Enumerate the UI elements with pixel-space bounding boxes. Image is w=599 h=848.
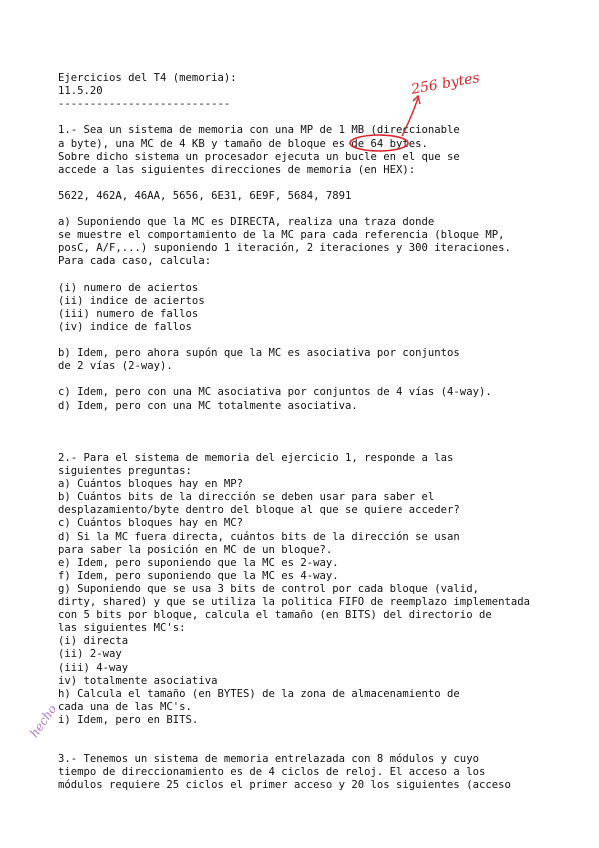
text-line: (iii) numero de fallos: [58, 307, 199, 320]
text-line: siguientes preguntas:: [58, 465, 192, 477]
text-line: (ii) 2-way: [58, 648, 122, 661]
text-line: para saber la posición en MC de un bloque?.: [58, 543, 333, 556]
text-line: tiempo de direccionamiento es de 4 ciclos de reloj. El acceso a los: [58, 766, 486, 779]
text-line: Ejercicios del T4 (memoria):: [58, 72, 237, 84]
text-line: (i) directa: [58, 635, 129, 648]
text-line: ---------------------------: [58, 98, 231, 111]
text-line: 2.- Para el sistema de memoria del ejercicio 1, responde a las: [58, 451, 454, 464]
text-line: de 2 vías (2-way).: [58, 360, 173, 373]
text-line: (iv) indice de fallos: [58, 320, 192, 333]
text-line: h) Calcula el tamaño (en BYTES) de la zona de almacenamiento de: [58, 687, 460, 700]
text-line: f) Idem, pero suponiendo que la MC es 4-way.: [58, 569, 339, 582]
text-line: módulos requiere 25 ciclos el primer acceso y 20 los siguientes (acceso: [58, 779, 511, 792]
text-line: 11.5.20: [58, 85, 103, 98]
text-line: i) Idem, pero en BITS.: [58, 713, 199, 726]
text-line: d) Idem, pero con una MC totalmente asociativa.: [58, 399, 358, 412]
text-line: e) Idem, pero suponiendo que la MC es 2-way.: [58, 556, 339, 569]
text-line: se muestre el comportamiento de la MC para cada referencia (bloque MP,: [58, 229, 505, 242]
text-line: las siguientes MC's:: [58, 622, 186, 635]
text-line: desplazamiento/byte dentro del bloque al que se quiere acceder?: [58, 504, 460, 517]
text-line: (i) numero de aciertos: [58, 281, 199, 294]
text-line: b) Cuántos bits de la dirección se deben usar para saber el: [58, 491, 435, 504]
text-line: a) Cuántos bloques hay en MP?: [58, 478, 243, 491]
text-line: Para cada caso, calcula:: [58, 255, 212, 268]
text-line: iv) totalmente asociativa: [58, 674, 218, 687]
text-line: cada una de las MC's.: [58, 700, 192, 713]
text-line: c) Idem, pero con una MC asociativa por conjuntos de 4 vías (4-way).: [58, 386, 492, 399]
text-line: con 5 bits por bloque, calcula el tamaño (en BITS) del directorio de: [58, 609, 492, 622]
text-line: accede a las siguientes direcciones de memoria (en HEX):: [58, 163, 416, 176]
handwritten-note-red: 256 bytes: [410, 69, 481, 98]
text-line: 1.- Sea un sistema de memoria con una MP de 1 MB (direccionable: [58, 124, 460, 137]
text-line: a byte), una MC de 4 KB y tamaño de bloque es de 64 bytes.: [58, 137, 428, 150]
text-line: 5622, 462A, 46AA, 5656, 6E31, 6E9F, 5684, 7891: [58, 189, 352, 202]
text-line: c) Cuántos bloques hay en MC?: [58, 517, 243, 530]
text-line: dirty, shared) y que se utiliza la politica FIFO de reemplazo implementada: [58, 596, 530, 608]
text-line: a) Suponiendo que la MC es DIRECTA, realiza una traza donde: [58, 216, 435, 229]
handwritten-note-purple: hecho: [27, 702, 60, 741]
text-line: posC, A/F,...) suponiendo 1 iteración, 2 iteraciones y 300 iteraciones.: [58, 242, 511, 255]
text-line: 3.- Tenemos un sistema de memoria entrelazada con 8 módulos y cuyo: [58, 753, 479, 766]
text-line: b) Idem, pero ahora supón que la MC es asociativa por conjuntos: [58, 347, 460, 360]
text-line: d) Si la MC fuera directa, cuántos bits de la dirección se usan: [58, 530, 460, 543]
text-line: g) Suponiendo que se usa 3 bits de control por cada bloque (valid,: [58, 582, 479, 595]
text-line: (iii) 4-way: [58, 661, 129, 674]
text-line: (ii) indice de aciertos: [58, 294, 205, 307]
text-line: Sobre dicho sistema un procesador ejecuta un bucle en el que se: [58, 150, 460, 163]
